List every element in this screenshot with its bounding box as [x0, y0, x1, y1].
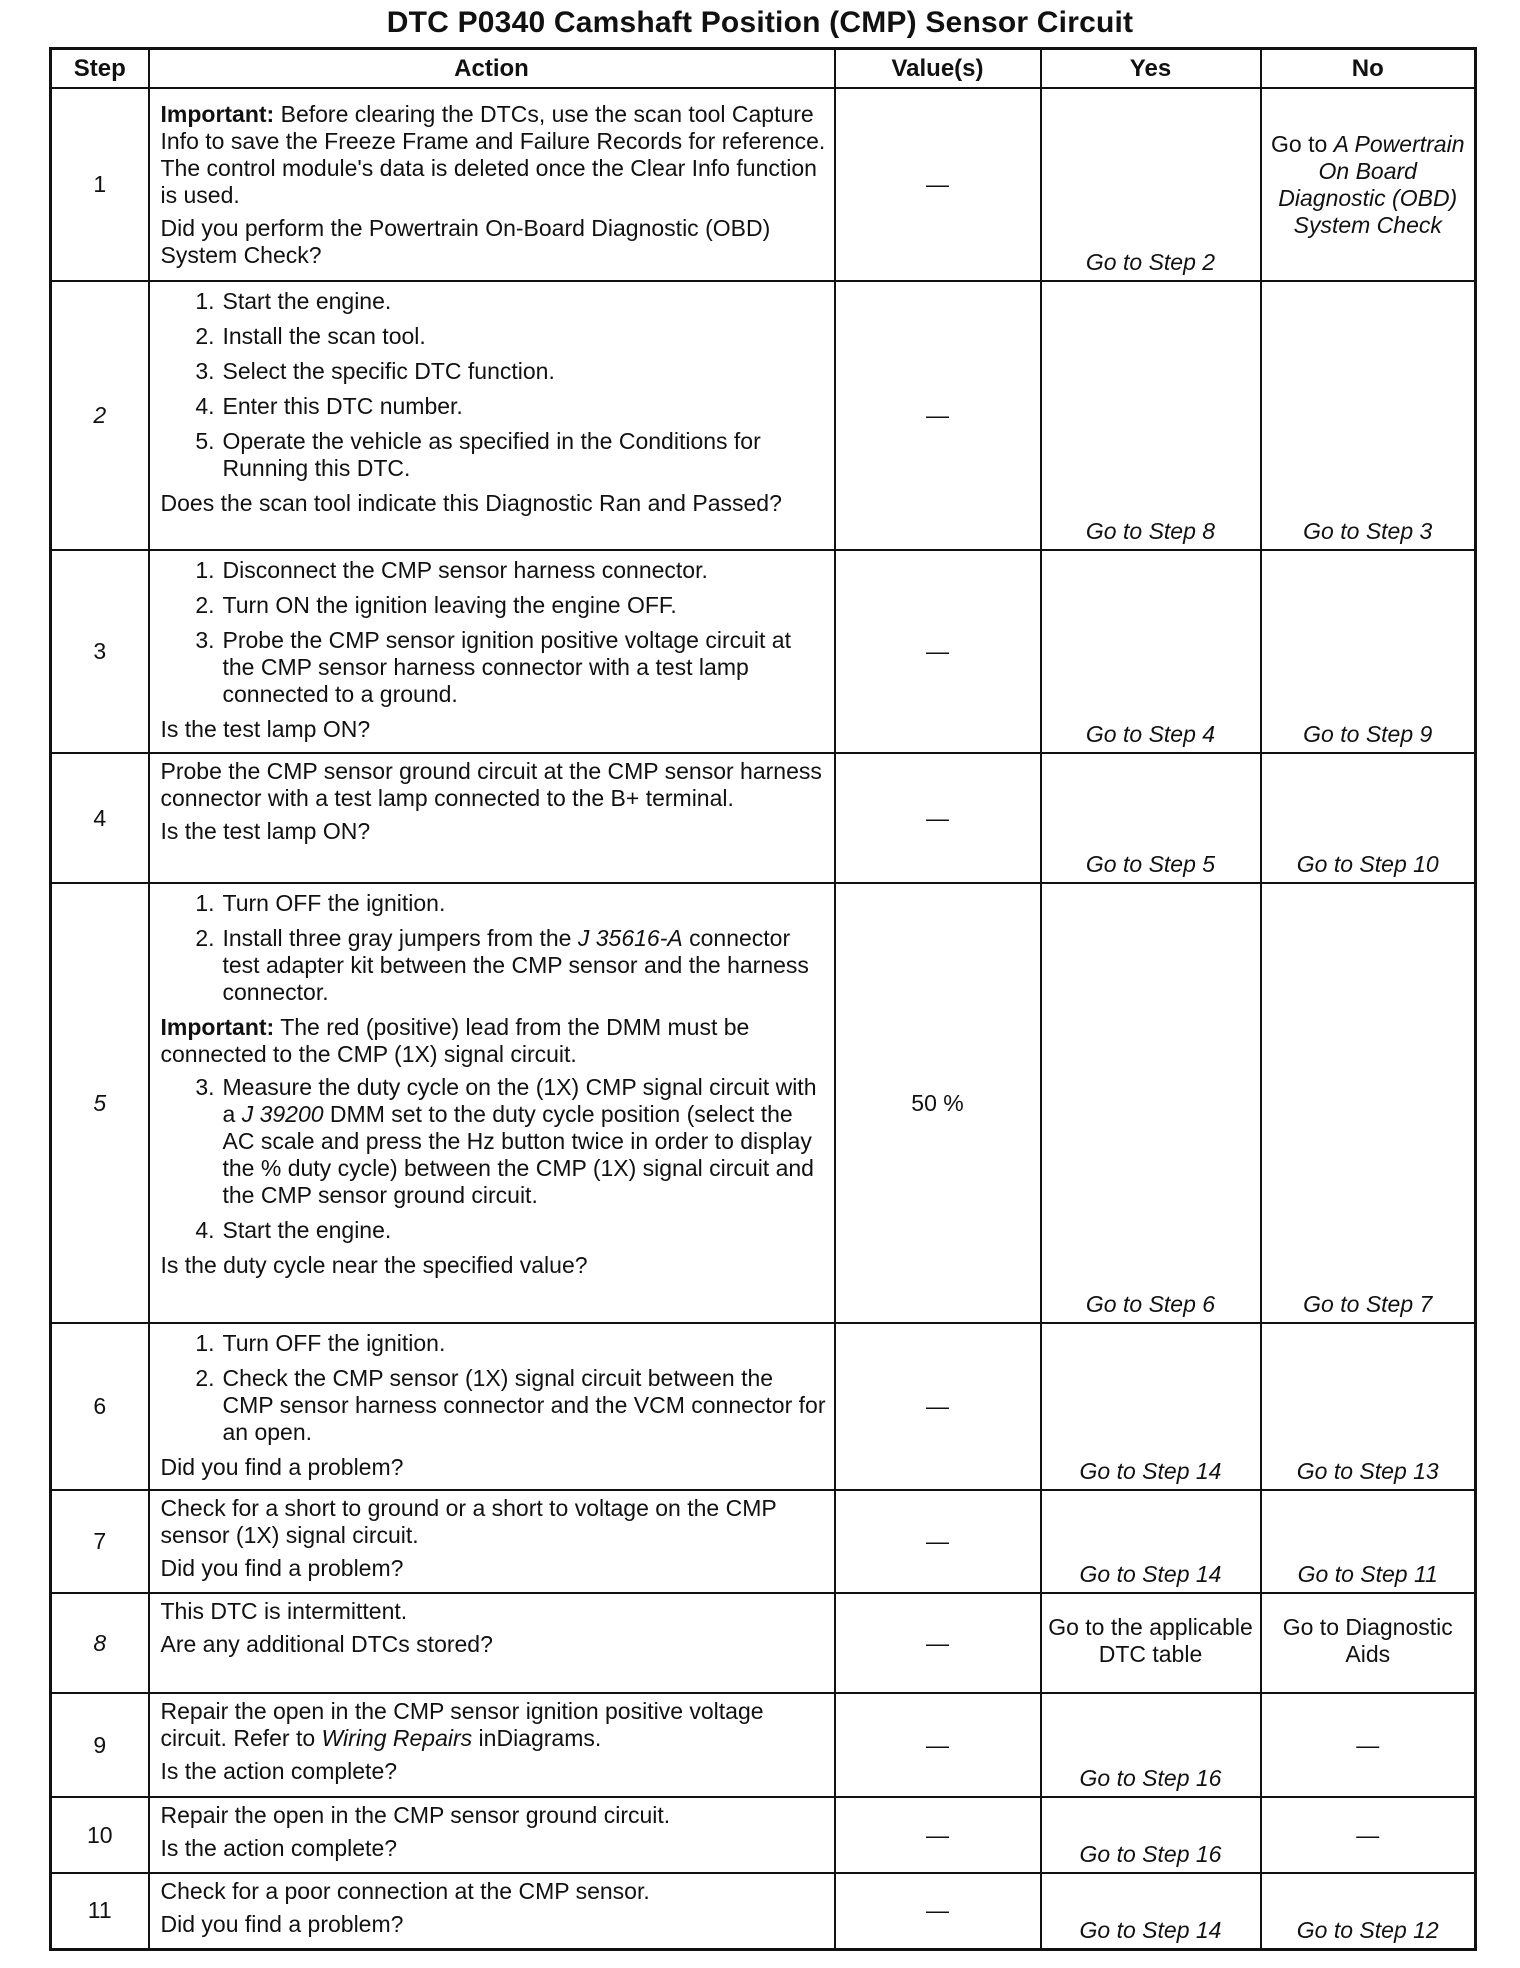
no-cell[interactable]: Go to Step 10	[1261, 753, 1476, 883]
no-cell[interactable]: Go to Step 9	[1261, 550, 1476, 753]
action-question: Is the action complete?	[160, 1758, 398, 1784]
no-cell: —	[1261, 1693, 1476, 1797]
important-text: Before clearing the DTCs, use the scan tool Capture Info to save the Freeze Frame and Failure Records for reference. The control module's data is deleted once the Clear Info function is used.	[160, 101, 826, 208]
value-cell: 50 %	[835, 883, 1041, 1323]
action-cell	[149, 88, 835, 281]
table-row	[51, 88, 1476, 281]
no-cell[interactable]: Go to Step 7	[1261, 883, 1476, 1323]
step-number: 11	[51, 1873, 149, 1949]
important-note	[161, 1014, 826, 1068]
action-question: Did you find a problem?	[160, 1555, 404, 1581]
action-text: Check for a poor connection at the CMP sensor.	[160, 1878, 650, 1904]
action-list	[161, 288, 826, 482]
step-number: 3	[51, 550, 149, 753]
list-item: 1. Start the engine.	[195, 288, 392, 314]
action-list	[161, 1330, 826, 1446]
value-cell: —	[835, 753, 1041, 883]
action-list	[161, 557, 826, 708]
table-row	[51, 1593, 1476, 1693]
action-cell	[149, 1797, 835, 1873]
step-number: 4	[51, 753, 149, 883]
value-cell: —	[835, 1323, 1041, 1490]
no-cell[interactable]: Go to Step 12	[1261, 1873, 1476, 1949]
step-number: 8	[51, 1593, 149, 1693]
no-prefix: Go to	[1271, 130, 1334, 157]
no-cell[interactable]: Go to Step 3	[1261, 281, 1476, 550]
step-number: 10	[51, 1797, 149, 1873]
list-item: 4. Start the engine.	[195, 1217, 392, 1243]
action-cell	[149, 281, 835, 550]
action-list	[161, 890, 826, 1006]
step-number: 7	[51, 1490, 149, 1593]
yes-cell[interactable]: Go to Step 16	[1041, 1693, 1261, 1797]
list-item: 1. Turn OFF the ignition.	[195, 1330, 446, 1356]
tool-reference: J 39200	[241, 1101, 324, 1127]
header-values: Value(s)	[835, 49, 1041, 89]
table-row	[51, 883, 1476, 1323]
yes-cell[interactable]: Go to Step 14	[1041, 1323, 1261, 1490]
value-cell: —	[835, 1693, 1041, 1797]
step-number: 1	[51, 88, 149, 281]
table-header-row	[51, 49, 1476, 89]
yes-cell[interactable]: Go to Step 8	[1041, 281, 1261, 550]
list-item: 2. Turn ON the ignition leaving the engine OFF.	[195, 592, 677, 618]
table-row	[51, 1693, 1476, 1797]
diagnostic-table	[49, 47, 1477, 1951]
action-cell	[149, 1323, 835, 1490]
action-question: Is the test lamp ON?	[160, 716, 371, 742]
no-reference: A Powertrain On Board Diagnostic (OBD) System Check	[1278, 130, 1465, 238]
important-label: Important:	[160, 1014, 275, 1040]
action-cell	[149, 1490, 835, 1593]
action-text: Repair the open in the CMP sensor ignition positive voltage circuit. Refer to Wiring Repairs inDiagrams.	[160, 1698, 764, 1751]
tool-reference: J 35616-A	[577, 925, 683, 951]
list-item: 3. Measure the duty cycle on the (1X) CMP signal circuit with a J 39200 DMM set to the duty cycle position (select the AC scale and press the Hz button twice in order to display the % duty cycle) between the CMP (1X) signal circuit and the CMP sensor ground circuit.	[195, 1074, 817, 1208]
table-row	[51, 1797, 1476, 1873]
action-list	[161, 1074, 826, 1244]
action-question: Is the test lamp ON?	[160, 818, 371, 844]
value-cell: —	[835, 1797, 1041, 1873]
list-item: 3. Select the specific DTC function.	[195, 358, 555, 384]
doc-reference: Wiring Repairs	[321, 1725, 473, 1751]
action-question: Did you find a problem?	[160, 1911, 404, 1937]
table-row	[51, 1490, 1476, 1593]
action-question: Is the action complete?	[160, 1835, 398, 1861]
step-number: 2	[51, 281, 149, 550]
action-question: Did you perform the Powertrain On-Board Diagnostic (OBD) System Check?	[160, 215, 771, 268]
action-question: Did you find a problem?	[160, 1454, 404, 1480]
list-item: 1. Turn OFF the ignition.	[195, 890, 446, 916]
yes-cell[interactable]: Go to Step 14	[1041, 1873, 1261, 1949]
yes-cell[interactable]: Go to Step 14	[1041, 1490, 1261, 1593]
table-row	[51, 1873, 1476, 1949]
action-cell	[149, 1693, 835, 1797]
list-item: 2. Check the CMP sensor (1X) signal circuit between the CMP sensor harness connector and the VCM connector for an open.	[195, 1365, 826, 1445]
yes-cell[interactable]: Go to the applicable DTC table	[1041, 1593, 1261, 1693]
yes-cell[interactable]: Go to Step 16	[1041, 1797, 1261, 1873]
action-text: Probe the CMP sensor ground circuit at the CMP sensor harness connector with a test lamp connected to the B+ terminal.	[160, 758, 822, 811]
action-text: Check for a short to ground or a short to voltage on the CMP sensor (1X) signal circuit.	[160, 1495, 777, 1548]
action-question: Are any additional DTCs stored?	[160, 1631, 493, 1657]
table-row	[51, 281, 1476, 550]
no-cell[interactable]	[1261, 88, 1476, 281]
table-row	[51, 753, 1476, 883]
yes-cell[interactable]: Go to Step 2	[1041, 88, 1261, 281]
list-item: 4. Enter this DTC number.	[195, 393, 463, 419]
action-text: Repair the open in the CMP sensor ground circuit.	[160, 1802, 671, 1828]
list-item: 2. Install three gray jumpers from the J 35616-A connector test adapter kit between the CMP sensor and the harness connector.	[195, 925, 809, 1005]
important-label: Important:	[160, 101, 275, 127]
value-cell: —	[835, 1873, 1041, 1949]
table-row	[51, 1323, 1476, 1490]
action-cell	[149, 550, 835, 753]
action-cell	[149, 1873, 835, 1949]
step-number: 6	[51, 1323, 149, 1490]
no-cell[interactable]: Go to Diagnostic Aids	[1261, 1593, 1476, 1693]
action-text: This DTC is intermittent.	[160, 1598, 408, 1624]
no-cell[interactable]: Go to Step 11	[1261, 1490, 1476, 1593]
step-number: 9	[51, 1693, 149, 1797]
important-note	[161, 101, 826, 209]
header-no: No	[1261, 49, 1476, 89]
action-cell	[149, 753, 835, 883]
value-cell: —	[835, 281, 1041, 550]
yes-cell[interactable]: Go to Step 5	[1041, 753, 1261, 883]
header-step: Step	[51, 49, 149, 89]
list-item: 2. Install the scan tool.	[195, 323, 426, 349]
yes-cell[interactable]: Go to Step 4	[1041, 550, 1261, 753]
step-number: 5	[51, 883, 149, 1323]
action-cell	[149, 1593, 835, 1693]
page-title: DTC P0340 Camshaft Position (CMP) Sensor Circuit	[386, 6, 1134, 39]
value-cell: —	[835, 1490, 1041, 1593]
action-question: Is the duty cycle near the specified value?	[160, 1252, 588, 1278]
list-item: 5. Operate the vehicle as specified in the Conditions for Running this DTC.	[195, 428, 761, 481]
action-cell	[149, 883, 835, 1323]
yes-cell[interactable]: Go to Step 6	[1041, 883, 1261, 1323]
list-item: 1. Disconnect the CMP sensor harness connector.	[195, 557, 708, 583]
value-cell: —	[835, 1593, 1041, 1693]
important-text: The red (positive) lead from the DMM must be connected to the CMP (1X) signal circuit.	[160, 1014, 750, 1067]
list-item: 3. Probe the CMP sensor ignition positive voltage circuit at the CMP sensor harness connector with a test lamp connected to a ground.	[195, 627, 791, 707]
value-cell: —	[835, 88, 1041, 281]
no-cell[interactable]: Go to Step 13	[1261, 1323, 1476, 1490]
action-question: Does the scan tool indicate this Diagnostic Ran and Passed?	[160, 490, 782, 516]
header-yes: Yes	[1041, 49, 1261, 89]
no-cell: —	[1261, 1797, 1476, 1873]
header-action: Action	[149, 49, 835, 89]
value-cell: —	[835, 550, 1041, 753]
table-row	[51, 550, 1476, 753]
